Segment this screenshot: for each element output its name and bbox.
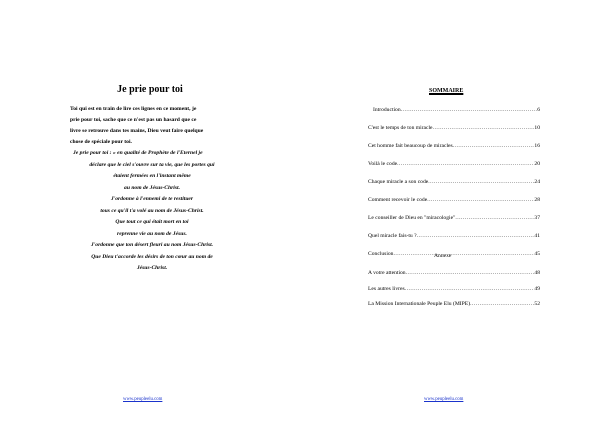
toc-entry-label: Les autres livres xyxy=(368,285,405,292)
toc-entry[interactable] xyxy=(368,251,540,269)
toc-entry-page: 41 xyxy=(534,233,540,239)
prayer-lead: Je prie pour toi : « en qualité de Prophète de l'Eternel je xyxy=(73,150,203,156)
intro-line: prie pour toi, sache que ce n'est pas un hasard que ce xyxy=(70,117,197,123)
toc-entry[interactable] xyxy=(368,161,540,179)
toc-entry[interactable] xyxy=(368,143,540,161)
page-title: Je prie pour toi xyxy=(117,84,183,95)
toc-entry[interactable] xyxy=(368,197,540,215)
toc-entry-page: 10 xyxy=(534,125,540,131)
toc-entry[interactable] xyxy=(368,233,540,251)
toc-entry-label: Chaque miracle a son code xyxy=(368,179,429,185)
toc-entry-label: Conclusion xyxy=(368,251,394,257)
annexe-heading: Annexe xyxy=(434,253,452,259)
annexe-list xyxy=(368,270,540,317)
intro-paragraph xyxy=(70,104,234,148)
footer-link[interactable]: www.peupleelu.com xyxy=(424,397,464,402)
toc-entry-page: 45 xyxy=(534,251,540,257)
toc-entry-label: Voilà le code xyxy=(368,161,398,167)
toc-entry-page: 28 xyxy=(534,197,540,203)
prayer-line: J'ordonne à l'ennemi de te restituer xyxy=(110,196,194,202)
toc-entry-label: Quel miracle fais-tu ? xyxy=(368,233,417,239)
toc-entry-label: C'est le temps de ton miracle xyxy=(368,125,433,131)
intro-line: Toi qui est en train de lire ces lignes en ce moment, je xyxy=(70,106,197,112)
toc-entry-page: 16 xyxy=(534,143,540,149)
toc-list xyxy=(368,107,540,269)
toc-entry-page: 37 xyxy=(534,215,540,221)
toc-entry-page: 20 xyxy=(534,161,540,167)
toc-entry-label: Le conseiller de Dieu en "miracologie" xyxy=(368,215,456,221)
toc-entry-label: La Mission Internationale Peuple Elu (MIPE) xyxy=(368,301,471,307)
toc-entry-label: Comment recevoir le code xyxy=(368,197,428,203)
toc-entry-page: 6 xyxy=(537,107,540,113)
annexe-entry[interactable] xyxy=(368,301,540,317)
prayer-line: J'ordonne que ton désert fleuri au nom Jésus-Christ. xyxy=(90,242,214,248)
toc-entry[interactable] xyxy=(368,179,540,197)
toc-entry[interactable] xyxy=(368,125,540,143)
prayer-line: déclare que le ciel s'ouvre sur ta vie, que les portes qui xyxy=(89,161,215,168)
toc-entry-page: 48 xyxy=(534,270,540,276)
toc-entry-page: 49 xyxy=(534,285,540,292)
toc-title: SOMMAIRE xyxy=(429,88,464,94)
toc-entry[interactable] xyxy=(368,215,540,233)
prayer-line: au nom de Jésus-Christ. xyxy=(124,184,180,191)
annexe-entry[interactable] xyxy=(368,286,540,302)
toc-entry-page: 24 xyxy=(534,179,540,185)
prayer-line: tous ce qu'il t'a volé au nom de Jésus-Christ. xyxy=(100,207,204,214)
intro-line: chose de spéciale pour toi. xyxy=(70,139,132,145)
right-page xyxy=(300,0,600,424)
prayer-line: étaient fermées en l'instant même xyxy=(113,173,191,179)
toc-entry-label: Cet homme fait beaucoup de miracles xyxy=(368,143,453,149)
footer-link[interactable]: www.peupleelu.com xyxy=(123,397,163,402)
toc-entry[interactable] xyxy=(368,107,540,125)
intro-line: livre se retrouve dans tes mains, Dieu veut faire quelque xyxy=(70,128,204,134)
annexe-entry[interactable] xyxy=(368,270,540,286)
toc-entry-label: Introduction xyxy=(373,107,401,113)
prayer-line: Que tout ce qui était mort en toi xyxy=(115,219,189,225)
prayer-line: reprenne vie au nom de Jésus. xyxy=(117,230,187,237)
prayer-line: Jésus-Christ. xyxy=(136,265,168,271)
prayer-text xyxy=(70,148,234,275)
prayer-line: Que Dieu t'accorde les désirs de ton cœur au nom de xyxy=(91,253,213,260)
toc-entry-page: 52 xyxy=(534,301,540,307)
toc-entry-label: A votre attention xyxy=(368,270,406,276)
